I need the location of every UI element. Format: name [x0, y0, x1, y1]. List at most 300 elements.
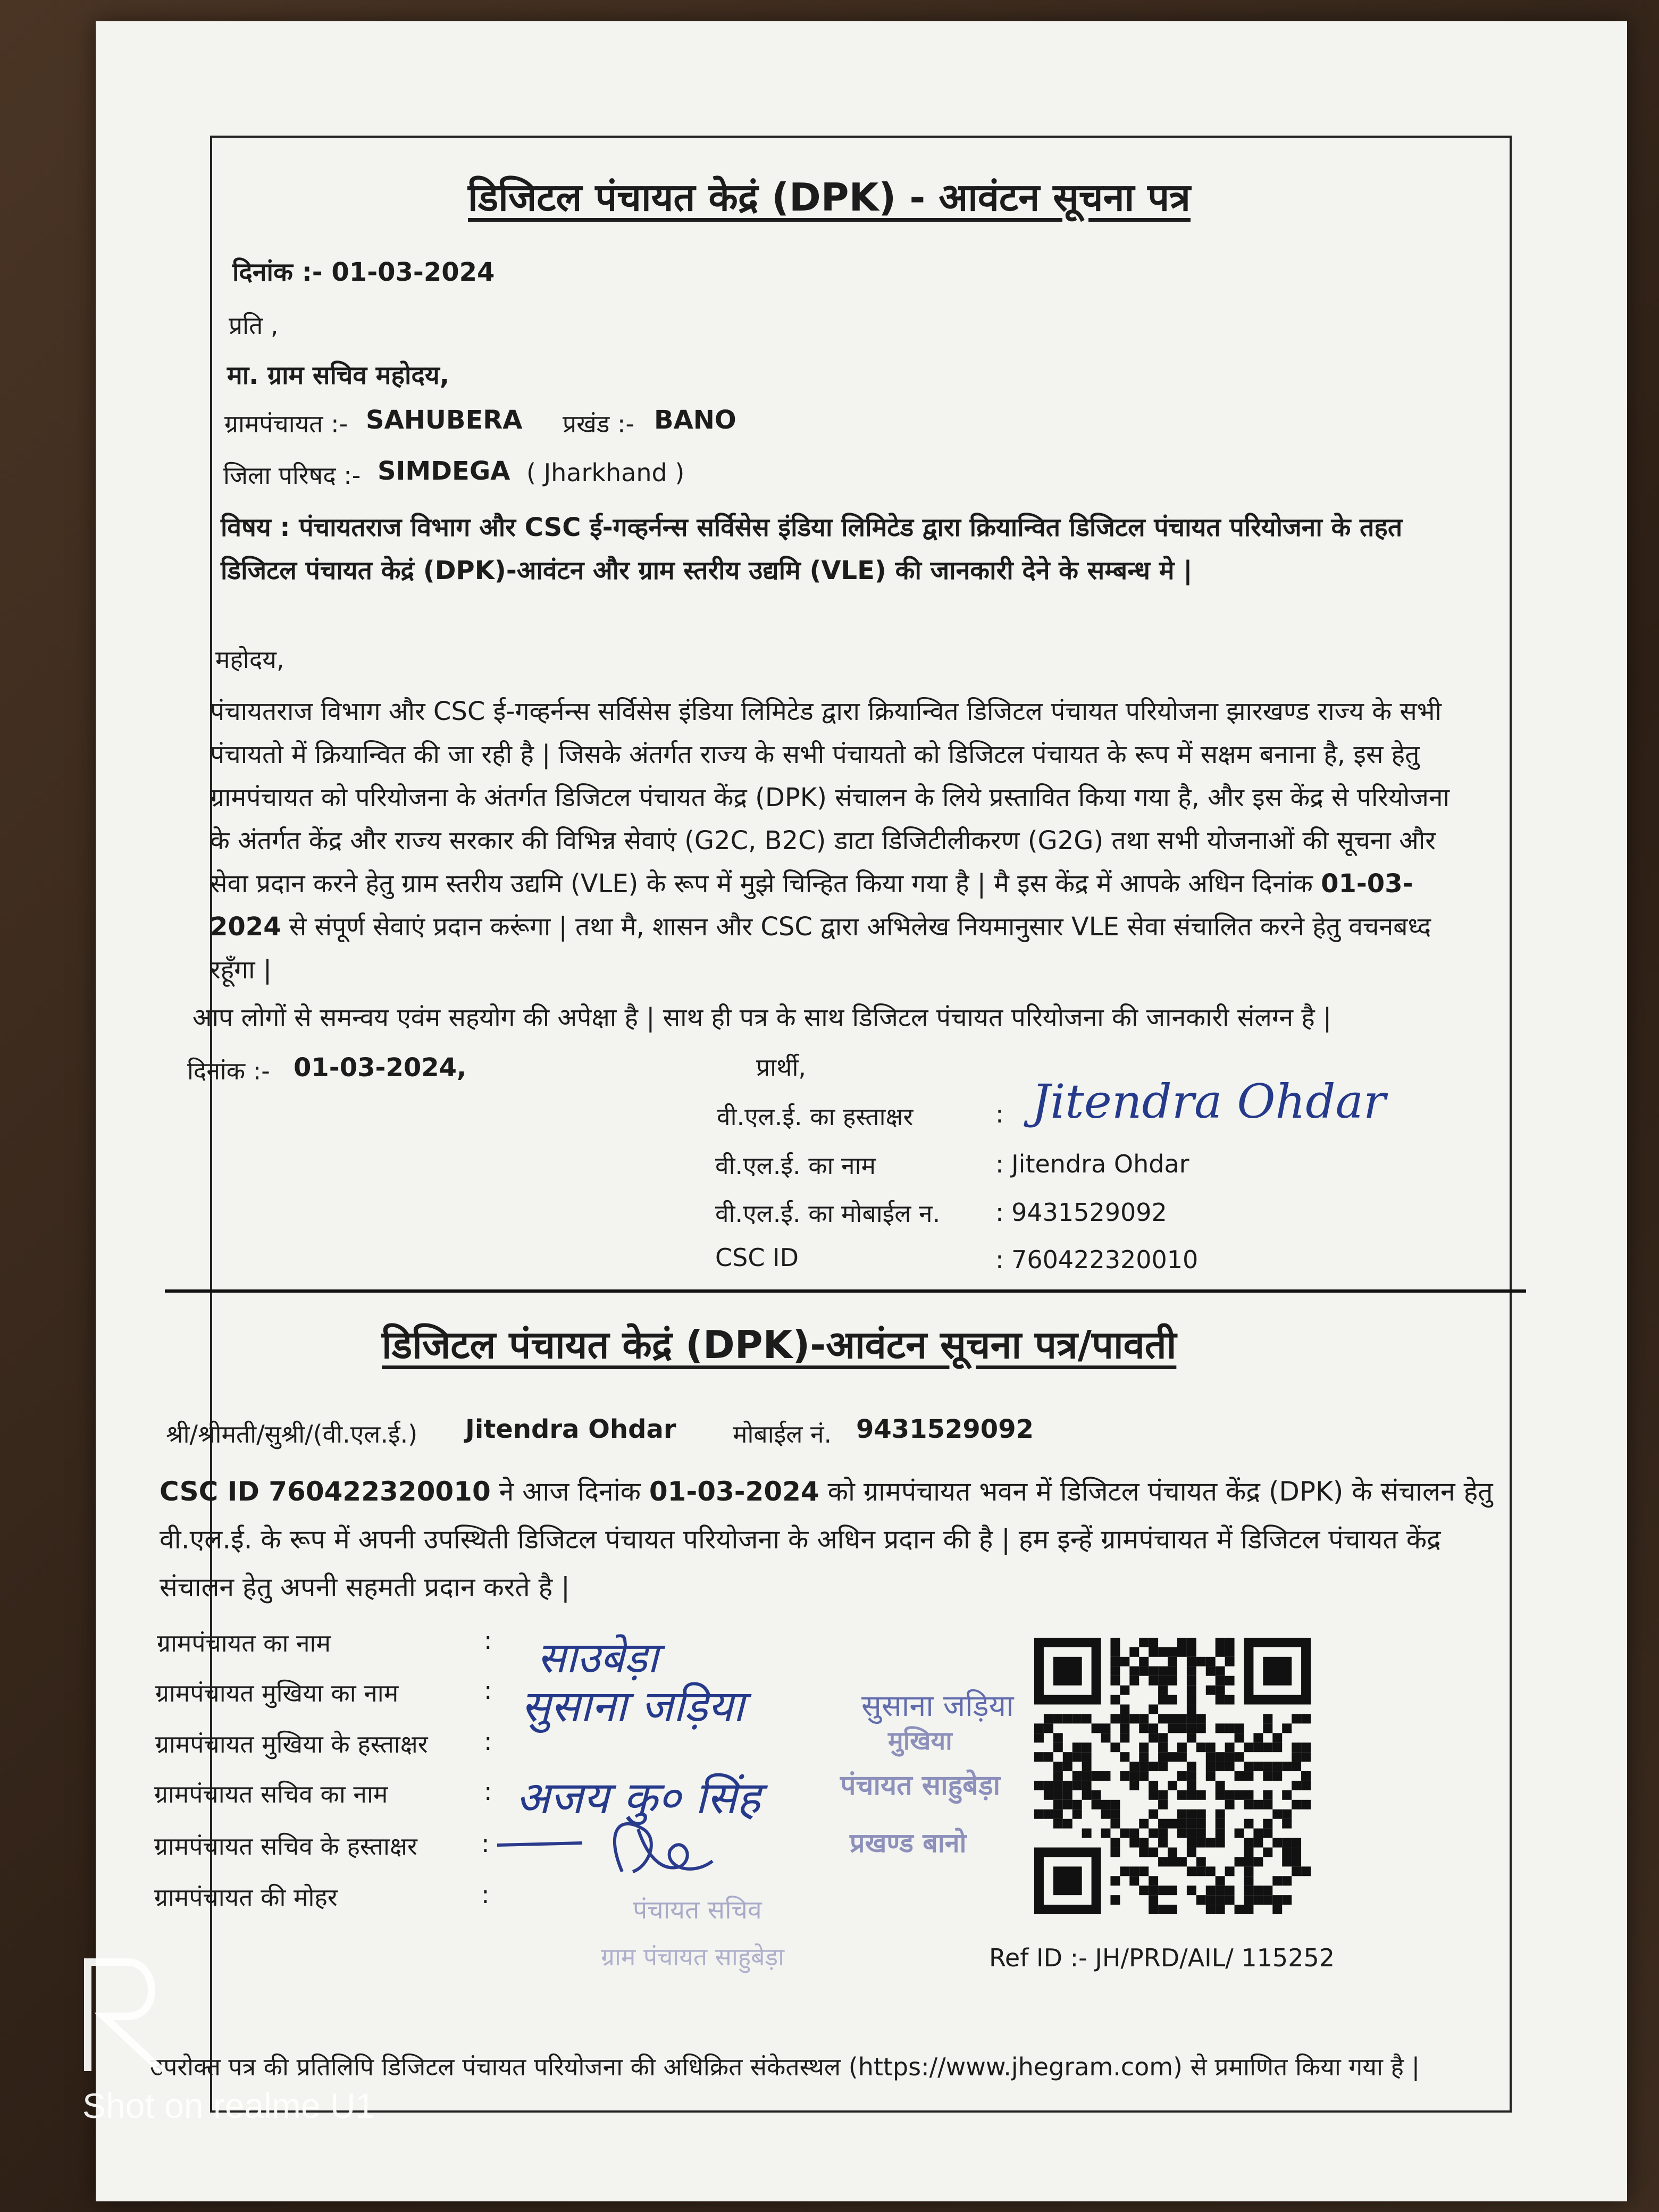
qr-module — [1139, 1838, 1149, 1848]
vle-sign-colon: : — [995, 1100, 1004, 1128]
qr-module — [1120, 1705, 1129, 1714]
qr-module — [1149, 1781, 1158, 1790]
qr-module — [1168, 1647, 1177, 1657]
qr-module — [1177, 1771, 1187, 1781]
handwritten-sachiv-name: अजय कु० सिंह — [516, 1772, 760, 1824]
qr-module — [1216, 1829, 1225, 1838]
qr-module — [1187, 1847, 1196, 1857]
qr-module — [1187, 1819, 1196, 1829]
qr-module — [1292, 1866, 1301, 1876]
qr-module — [1263, 1714, 1272, 1723]
qr-module — [1244, 1857, 1253, 1866]
qr-module — [1149, 1895, 1158, 1905]
qr-module — [1235, 1829, 1244, 1838]
qr-module — [1053, 1866, 1082, 1895]
qr-module — [1253, 1742, 1263, 1752]
qr-module — [1158, 1800, 1168, 1809]
qr-module — [1187, 1723, 1196, 1733]
field-label-mukhiya-name: ग्रामपंचायत मुखिया का नाम — [155, 1679, 399, 1707]
qr-module — [1225, 1742, 1235, 1752]
qr-module — [1149, 1905, 1158, 1914]
sachiv-signature-scribble — [489, 1797, 744, 1904]
qr-module — [1244, 1790, 1253, 1800]
handwritten-gp-name: साउबेड़ा — [537, 1633, 658, 1682]
qr-module — [1272, 1771, 1282, 1781]
qr-module — [1149, 1809, 1158, 1819]
gp-stamp: पंचायत साहुबेड़ा — [840, 1770, 1001, 1802]
qr-module — [1196, 1819, 1206, 1829]
qr-module — [1282, 1876, 1292, 1886]
qr-module — [1120, 1771, 1129, 1781]
qr-module — [1216, 1752, 1225, 1762]
qr-module — [1110, 1809, 1120, 1819]
qr-module — [1092, 1790, 1101, 1800]
qr-module — [1177, 1752, 1187, 1762]
qr-module — [1206, 1742, 1216, 1752]
body-part2: से संपूर्ण सेवाएं प्रदान करूंगा | तथा मै, शासन और CSC द्वारा अभिलेख नियमानुसार VLE सेवा संचालित करने हेतु वचनबध्द रहूँगा | — [210, 912, 1431, 985]
receipt-date: 01-03-2024 — [649, 1476, 819, 1507]
qr-module — [1282, 1895, 1292, 1905]
qr-module — [1168, 1781, 1177, 1790]
mukhiya-stamp-title: मुखिया — [888, 1726, 952, 1756]
qr-module — [1187, 1686, 1196, 1695]
qr-module — [1187, 1790, 1196, 1800]
qr-module — [1187, 1781, 1196, 1790]
qr-module — [1139, 1714, 1149, 1723]
qr-module — [1216, 1762, 1225, 1771]
qr-module — [1092, 1723, 1101, 1733]
subject: विषय : पंचायतराज विभाग और CSC ई-गव्हर्नन्स सर्विसेस इंडिया लिमिटेड द्वारा क्रियान्वित डिजिटल पंचायत परियोजना के तहत डिजिटल पंचायत केद्रं (DPK)-आवंटन और ग्राम स्तरीय उद्यमि (VLE) की जानकारी देने के सम्बन्ध मे | — [221, 513, 1403, 585]
mukhiya-stamp-sign: सुसाना जड़िया — [861, 1689, 1014, 1723]
salutation: महोदय, — [215, 645, 284, 674]
ref-id: Ref ID :- JH/PRD/AIL/ 115252 — [989, 1943, 1335, 1972]
vle-mobile-value: : 9431529092 — [995, 1198, 1167, 1227]
qr-module — [1063, 1790, 1073, 1800]
qr-module — [1216, 1638, 1225, 1647]
vle-signature: Jitendra Ohdar — [1032, 1074, 1386, 1129]
qr-module — [1177, 1638, 1187, 1647]
qr-module — [1120, 1829, 1129, 1838]
qr-module — [1149, 1829, 1158, 1838]
qr-module — [1177, 1829, 1187, 1838]
qr-module — [1149, 1876, 1158, 1886]
qr-module — [1120, 1733, 1129, 1742]
footer-note: उपरोक्त पत्र की प्रतिलिपि डिजिटल पंचायत परियोजना की अधिक्रित संकेतस्थल (https://www.jhegram.com) से प्रमाणित किया गया है | — [150, 2052, 1420, 2081]
qr-module — [1063, 1819, 1073, 1829]
qr-module — [1216, 1723, 1225, 1733]
qr-module — [1187, 1666, 1196, 1676]
qr-module — [1253, 1800, 1263, 1809]
qr-module — [1244, 1886, 1253, 1895]
mobile-value: 9431529092 — [856, 1414, 1034, 1444]
qr-module — [1225, 1723, 1235, 1733]
sign-date-label: दिनांक :- — [187, 1057, 270, 1085]
qr-module — [1301, 1800, 1311, 1809]
qr-module — [1063, 1714, 1073, 1723]
qr-module — [1301, 1866, 1311, 1876]
qr-module — [1263, 1657, 1292, 1686]
qr-module — [1225, 1886, 1235, 1895]
qr-module — [1216, 1838, 1225, 1848]
qr-module — [1225, 1695, 1235, 1705]
qr-module — [1149, 1723, 1158, 1733]
qr-module — [1177, 1723, 1187, 1733]
qr-module — [1168, 1695, 1177, 1705]
qr-module — [1168, 1847, 1177, 1857]
qr-module — [1235, 1790, 1244, 1800]
qr-module — [1139, 1752, 1149, 1762]
qr-module — [1139, 1638, 1149, 1647]
qr-module — [1177, 1790, 1187, 1800]
qr-module — [1149, 1638, 1158, 1647]
csc-value: : 760422320010 — [995, 1245, 1199, 1274]
realme-logo-icon — [82, 1957, 167, 2074]
qr-module — [1101, 1800, 1111, 1809]
field-colon: : — [481, 1829, 490, 1858]
qr-module — [1158, 1742, 1168, 1752]
qr-module — [1235, 1752, 1244, 1762]
qr-module — [1225, 1866, 1235, 1876]
qr-module — [1292, 1752, 1301, 1762]
qr-module — [1168, 1657, 1177, 1666]
qr-module — [1044, 1714, 1053, 1723]
qr-module — [1168, 1666, 1177, 1676]
qr-module — [1053, 1733, 1063, 1742]
qr-module — [1063, 1800, 1073, 1809]
qr-module — [1282, 1847, 1292, 1857]
qr-module — [1225, 1676, 1235, 1686]
qr-module — [1139, 1819, 1149, 1829]
qr-module — [1092, 1771, 1101, 1781]
handwritten-mukhiya-name: सुसाना जड़िया — [521, 1681, 744, 1732]
qr-module — [1206, 1771, 1216, 1781]
qr-module — [1244, 1876, 1253, 1886]
qr-module — [1216, 1666, 1225, 1676]
qr-module — [1216, 1781, 1225, 1790]
qr-module — [1063, 1781, 1073, 1790]
qr-module — [1149, 1847, 1158, 1857]
qr-module — [1292, 1800, 1301, 1809]
qr-module — [1263, 1886, 1272, 1895]
qr-module — [1263, 1762, 1272, 1771]
qr-module — [1110, 1666, 1120, 1676]
cooperation-line: आप लोगों से समन्वय एवंम सहयोग की अपेक्षा है | साथ ही पत्र के साथ डिजिटल पंचायत परियोजना की जानकारी संलग्न है | — [192, 1003, 1332, 1033]
qr-module — [1225, 1657, 1235, 1666]
qr-module — [1292, 1742, 1301, 1752]
qr-module — [1292, 1857, 1301, 1866]
qr-module — [1120, 1714, 1129, 1723]
qr-module — [1139, 1762, 1149, 1771]
block-stamp: प्रखण्ड बानो — [850, 1828, 967, 1858]
qr-module — [1206, 1762, 1216, 1771]
qr-module — [1044, 1752, 1053, 1762]
qr-module — [1253, 1838, 1263, 1848]
qr-module — [1073, 1771, 1082, 1781]
qr-module — [1216, 1809, 1225, 1819]
qr-module — [1082, 1829, 1092, 1838]
qr-module — [1168, 1886, 1177, 1895]
qr-module — [1168, 1676, 1177, 1686]
qr-module — [1253, 1857, 1263, 1866]
letter-title: डिजिटल पंचायत केद्रं (DPK) - आवंटन सूचना पत्र — [468, 175, 1191, 220]
qr-module — [1168, 1857, 1177, 1866]
qr-module — [1044, 1790, 1053, 1800]
qr-module — [1149, 1666, 1158, 1676]
qr-module — [1206, 1838, 1216, 1848]
qr-module — [1187, 1647, 1196, 1657]
qr-module — [1101, 1723, 1111, 1733]
qr-module — [1149, 1886, 1158, 1895]
qr-module — [1272, 1733, 1282, 1742]
qr-module — [1082, 1752, 1092, 1762]
qr-module — [1216, 1790, 1225, 1800]
qr-module — [1044, 1781, 1053, 1790]
qr-module — [1272, 1895, 1282, 1905]
qr-module — [1129, 1762, 1139, 1771]
qr-module — [1187, 1866, 1196, 1876]
qr-module — [1120, 1723, 1129, 1733]
qr-module — [1196, 1829, 1206, 1838]
district-label: जिला परिषद :- — [223, 461, 361, 490]
camera-watermark — [82, 1957, 375, 2126]
qr-module — [1196, 1866, 1206, 1876]
qr-module — [1158, 1752, 1168, 1762]
qr-module — [1301, 1742, 1311, 1752]
qr-module — [1139, 1723, 1149, 1733]
qr-module — [1263, 1790, 1272, 1800]
qr-module — [1110, 1876, 1120, 1886]
qr-module — [1063, 1752, 1073, 1762]
qr-module — [1158, 1647, 1168, 1657]
qr-module — [1129, 1876, 1139, 1886]
qr-module — [1235, 1723, 1244, 1733]
qr-module — [1053, 1800, 1063, 1809]
qr-module — [1110, 1838, 1120, 1848]
qr-module — [1120, 1752, 1129, 1762]
qr-module — [1158, 1733, 1168, 1742]
qr-module — [1129, 1771, 1139, 1781]
qr-module — [1053, 1742, 1063, 1752]
qr-module — [1073, 1800, 1082, 1809]
field-label-sachiv-name: ग्रामपंचायत सचिव का नाम — [154, 1780, 388, 1808]
qr-module — [1158, 1829, 1168, 1838]
qr-module — [1053, 1762, 1063, 1771]
qr-module — [1292, 1762, 1301, 1771]
qr-module — [1206, 1866, 1216, 1876]
qr-module — [1196, 1895, 1206, 1905]
qr-module — [1073, 1752, 1082, 1762]
qr-module — [1158, 1686, 1168, 1695]
qr-module — [1272, 1742, 1282, 1752]
qr-module — [1158, 1857, 1168, 1866]
qr-module — [1149, 1676, 1158, 1686]
qr-module — [1082, 1771, 1092, 1781]
qr-module — [1082, 1762, 1092, 1771]
qr-module — [1110, 1657, 1120, 1666]
field-colon: : — [481, 1880, 490, 1909]
qr-module — [1149, 1705, 1158, 1714]
qr-module — [1216, 1905, 1225, 1914]
qr-module — [1187, 1771, 1196, 1781]
receipt-text-b: को ग्रामपंचायत भवन में डिजिटल पंचायत केंद्र (DPK) के संचालन हेतु वी.एल.ई. के रूप में अपनी उपस्थिती डिजिटल पंचायत परियोजना के अधिन प्रदान की है | हम इन्हें ग्रामपंचायत में डिजिटल पंचायत केंद्र संचालन हेतु अपनी सहमती प्रदान करते है | — [160, 1476, 1493, 1603]
qr-module — [1110, 1819, 1120, 1829]
qr-module — [1158, 1886, 1168, 1895]
section-divider — [165, 1289, 1526, 1293]
qr-module — [1244, 1800, 1253, 1809]
qr-module — [1082, 1742, 1092, 1752]
qr-module — [1034, 1781, 1044, 1790]
field-label-gp-name: ग्रामपंचायत का नाम — [157, 1629, 331, 1657]
qr-module — [1168, 1723, 1177, 1733]
qr-module — [1282, 1857, 1292, 1866]
qr-module — [1129, 1714, 1139, 1723]
qr-module — [1053, 1657, 1082, 1686]
qr-module — [1063, 1762, 1073, 1771]
qr-module — [1110, 1647, 1120, 1657]
qr-module — [1158, 1676, 1168, 1686]
qr-module — [1034, 1733, 1044, 1742]
qr-module — [1053, 1809, 1063, 1819]
qr-module — [1235, 1733, 1244, 1742]
qr-module — [1225, 1790, 1235, 1800]
qr-module — [1168, 1905, 1177, 1914]
qr-module — [1196, 1790, 1206, 1800]
qr-module — [1253, 1886, 1263, 1895]
qr-module — [1177, 1809, 1187, 1819]
qr-module — [1177, 1742, 1187, 1752]
qr-module — [1206, 1895, 1216, 1905]
qr-module — [1292, 1838, 1301, 1848]
qr-module — [1206, 1752, 1216, 1762]
qr-module — [1216, 1819, 1225, 1829]
qr-module — [1292, 1714, 1301, 1723]
letter-date: दिनांक :- 01-03-2024 — [232, 257, 495, 287]
qr-module — [1282, 1762, 1292, 1771]
letter-body — [210, 690, 1454, 992]
qr-module — [1282, 1790, 1292, 1800]
block-label: प्रखंड :- — [563, 409, 635, 438]
qr-module — [1292, 1847, 1301, 1857]
qr-module — [1187, 1762, 1196, 1771]
district-value: SIMDEGA — [378, 456, 510, 486]
qr-module — [1244, 1762, 1253, 1771]
qr-module — [1272, 1905, 1282, 1914]
qr-module — [1149, 1790, 1158, 1800]
qr-module — [1110, 1847, 1120, 1857]
qr-module — [1139, 1847, 1149, 1857]
field-colon: : — [484, 1727, 492, 1756]
addressee: मा. ग्राम सचिव महोदय, — [227, 361, 449, 390]
qr-module — [1177, 1819, 1187, 1829]
qr-module — [1216, 1686, 1225, 1695]
qr-module — [1235, 1857, 1244, 1866]
qr-module — [1168, 1714, 1177, 1723]
qr-module — [1034, 1723, 1044, 1733]
qr-module — [1158, 1762, 1168, 1771]
qr-module — [1216, 1695, 1225, 1705]
qr-module — [1082, 1714, 1092, 1723]
qr-module — [1206, 1886, 1216, 1895]
receipt-csc: CSC ID 760422320010 — [160, 1476, 491, 1507]
qr-module — [1235, 1771, 1244, 1781]
qr-module — [1092, 1800, 1101, 1809]
qr-module — [1225, 1762, 1235, 1771]
qr-module — [1263, 1742, 1272, 1752]
qr-module — [1187, 1809, 1196, 1819]
qr-module — [1263, 1800, 1272, 1809]
qr-module — [1282, 1838, 1292, 1848]
qr-module — [1073, 1714, 1082, 1723]
qr-module — [1110, 1695, 1120, 1705]
qr-module — [1101, 1771, 1111, 1781]
qr-module — [1272, 1838, 1282, 1848]
field-colon: : — [484, 1777, 492, 1806]
qr-module — [1187, 1705, 1196, 1714]
qr-module — [1139, 1866, 1149, 1876]
qr-module — [1225, 1895, 1235, 1905]
qr-module — [1129, 1866, 1139, 1876]
qr-module — [1044, 1809, 1053, 1819]
qr-module — [1196, 1723, 1206, 1733]
qr-module — [1158, 1666, 1168, 1676]
qr-module — [1292, 1781, 1301, 1790]
qr-module — [1235, 1905, 1244, 1914]
qr-module — [1206, 1686, 1216, 1695]
qr-module — [1187, 1838, 1196, 1848]
qr-module — [1225, 1647, 1235, 1657]
block-value: BANO — [654, 405, 736, 435]
qr-module — [1110, 1800, 1120, 1809]
qr-module — [1263, 1847, 1272, 1857]
qr-module — [1196, 1742, 1206, 1752]
qr-module — [1244, 1771, 1253, 1781]
qr-module — [1158, 1790, 1168, 1800]
qr-module — [1216, 1876, 1225, 1886]
qr-module — [1263, 1771, 1272, 1781]
qr-module — [1187, 1886, 1196, 1895]
qr-module — [1282, 1723, 1292, 1733]
qr-module — [1053, 1819, 1063, 1829]
qr-module — [1272, 1876, 1282, 1886]
qr-module — [1301, 1714, 1311, 1723]
qr-module — [1149, 1733, 1158, 1742]
qr-module — [1253, 1895, 1263, 1905]
qr-module — [1168, 1819, 1177, 1829]
qr-module — [1082, 1790, 1092, 1800]
qr-module — [1206, 1657, 1216, 1666]
qr-code — [1034, 1638, 1311, 1914]
qr-module — [1177, 1714, 1187, 1723]
qr-module — [1187, 1829, 1196, 1838]
qr-module — [1101, 1809, 1111, 1819]
qr-module — [1225, 1752, 1235, 1762]
qr-module — [1263, 1895, 1272, 1905]
qr-module — [1101, 1829, 1111, 1838]
qr-module — [1187, 1657, 1196, 1666]
qr-module — [1263, 1829, 1272, 1838]
qr-module — [1187, 1714, 1196, 1723]
qr-module — [1053, 1790, 1063, 1800]
qr-module — [1073, 1781, 1082, 1790]
qr-module — [1244, 1838, 1253, 1848]
receipt-title: डिजिटल पंचायत केद्रं (DPK)-आवंटन सूचना पत्र/पावती — [382, 1322, 1177, 1367]
qr-module — [1244, 1905, 1253, 1914]
qr-module — [1206, 1666, 1216, 1676]
qr-module — [1196, 1714, 1206, 1723]
qr-module — [1272, 1762, 1282, 1771]
qr-module — [1216, 1895, 1225, 1905]
field-label-sachiv-sign: ग्रामपंचायत सचिव के हस्ताक्षर — [154, 1832, 417, 1861]
